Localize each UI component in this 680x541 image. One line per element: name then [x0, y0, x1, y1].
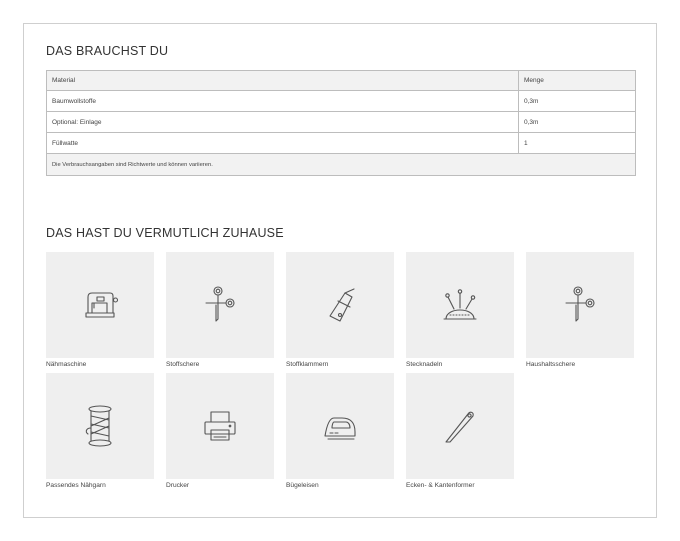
tool-tile-sewing-machine: [46, 252, 154, 371]
tool-label: Bügeleisen: [286, 482, 319, 489]
point-turner-icon: [440, 406, 480, 446]
household-scissors-icon: [560, 285, 600, 325]
printer-icon: [200, 408, 240, 444]
tool-tile-fabric-scissors: [166, 252, 274, 371]
amount-cell: 1: [519, 133, 636, 154]
section-title-needs: DAS BRAUCHST DU: [46, 44, 169, 58]
tool-tile-iron: [286, 373, 394, 492]
tool-tile-thread-spool: [46, 373, 154, 492]
tool-tile-fabric-clip: [286, 252, 394, 371]
fabric-clip-icon: [320, 285, 360, 325]
tool-tile-point-turner: [406, 373, 514, 492]
materials-table: [46, 70, 636, 176]
table-row: [47, 133, 636, 154]
tool-tile-printer: [166, 373, 274, 492]
table-header-row: [47, 71, 636, 91]
sewing-machine-icon: [80, 287, 120, 323]
material-cell: Baumwollstoffe: [47, 91, 519, 112]
table-note: Die Verbrauchsangaben sind Richtwerte und können variieren.: [47, 154, 636, 176]
tool-label: Stecknadeln: [406, 361, 443, 368]
table-row: [47, 91, 636, 112]
thread-spool-icon: [82, 404, 118, 448]
column-header-amount: Menge: [519, 71, 636, 91]
fabric-scissors-icon: [200, 285, 240, 325]
amount-cell: 0,3m: [519, 91, 636, 112]
tool-label: Stoffschere: [166, 361, 200, 368]
column-header-material: Material: [47, 71, 519, 91]
tool-label: Stoffklammern: [286, 361, 329, 368]
section-title-home: DAS HAST DU VERMUTLICH ZUHAUSE: [46, 226, 284, 240]
table-note-row: [47, 154, 636, 176]
tool-tile-household-scissors: [526, 252, 634, 371]
tool-label: Haushaltsschere: [526, 361, 576, 368]
tool-label: Ecken- & Kantenformer: [406, 482, 475, 489]
tool-tile-pin-cushion: [406, 252, 514, 371]
tool-label: Drucker: [166, 482, 190, 489]
material-cell: Optional: Einlage: [47, 112, 519, 133]
iron-icon: [320, 408, 360, 444]
tool-label: Nähmaschine: [46, 361, 87, 368]
table-row: [47, 112, 636, 133]
tool-label: Passendes Nähgarn: [46, 482, 106, 489]
amount-cell: 0,3m: [519, 112, 636, 133]
material-cell: Füllwatte: [47, 133, 519, 154]
pin-cushion-icon: [438, 285, 482, 325]
materials-card: [23, 23, 657, 518]
